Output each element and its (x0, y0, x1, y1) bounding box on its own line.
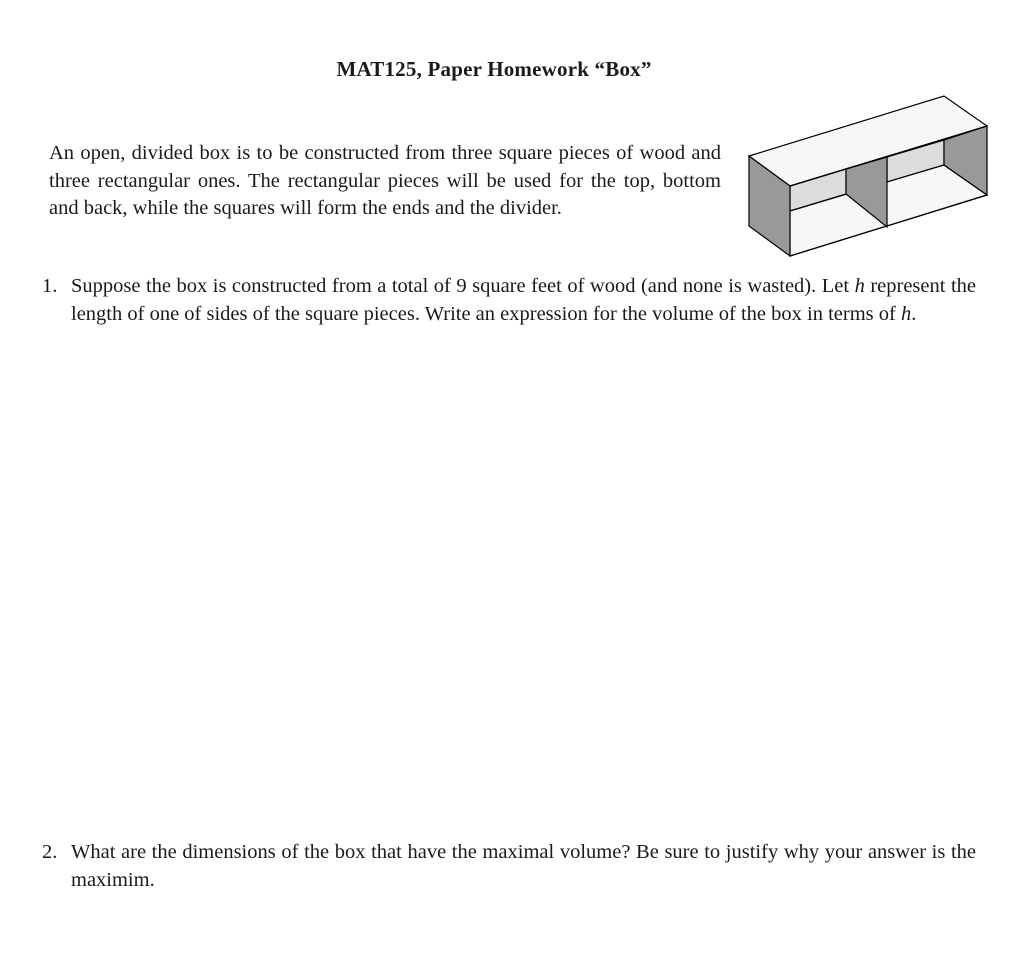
box-diagram (744, 92, 992, 260)
problem-1 (42, 273, 976, 328)
problem-1-text-a: Suppose the box is constructed from a total of 9 square feet of wood (and none is wasted). Let (71, 275, 855, 297)
intro-paragraph: An open, divided box is to be constructed from three square pieces of wood and three rectangular ones. The rectangular pieces will be used for the top, bottom and back, while the squares will form the ends and the divider. (49, 142, 721, 219)
problem-1-text-c: . (911, 302, 917, 325)
problem-1-var-h: h (854, 275, 865, 297)
problem-1-var-h-2: h (900, 302, 912, 325)
problem-2 (42, 839, 976, 894)
page-title: MAT125, Paper Homework “Box” (336, 57, 652, 81)
problem-1-number: 1. (42, 275, 58, 297)
problem-2-number: 2. (42, 841, 58, 863)
problem-1-text (71, 273, 976, 328)
problem-1-text-b: represent the length of one of sides of the square pieces. Write an expression for the volume of the box in terms of (71, 275, 976, 325)
problem-2-text: What are the dimensions of the box that have the maximal volume? Be sure to justify why your answer is the maximim. (71, 841, 976, 891)
